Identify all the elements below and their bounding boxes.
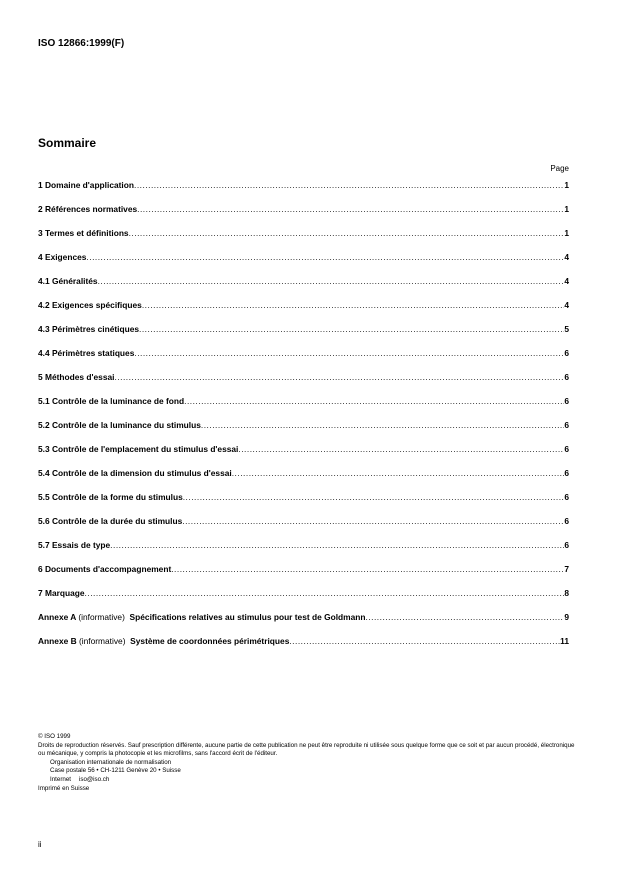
toc-dot-leader <box>201 420 564 430</box>
toc-entry-page: 7 <box>564 564 569 574</box>
copyright-line: © ISO 1999 <box>38 733 71 740</box>
annex-note: (informative) <box>78 636 126 646</box>
toc-dot-leader <box>183 492 565 502</box>
toc-dot-leader <box>366 612 565 622</box>
toc-entry-page: 6 <box>564 348 569 358</box>
toc-entry[interactable] <box>38 444 569 468</box>
toc-entry[interactable] <box>38 468 569 492</box>
toc-dot-leader <box>129 228 565 238</box>
toc-dot-leader <box>238 444 564 454</box>
toc-dot-leader <box>142 300 565 310</box>
internet-contact <box>38 776 578 785</box>
toc-dot-leader <box>85 588 565 598</box>
toc-dot-leader <box>114 372 564 382</box>
toc-title: Sommaire <box>38 136 97 150</box>
toc-entry-label: 5.6 Contrôle de la durée du stimulus <box>38 516 183 526</box>
toc-entry-annex-a[interactable] <box>38 612 569 636</box>
toc-entry-label: 1 Domaine d'application <box>38 180 134 190</box>
toc-entry-page: 5 <box>564 324 569 334</box>
toc-entry-label: 4.1 Généralités <box>38 276 98 286</box>
annex-title: Système de coordonnées périmétriques <box>130 636 290 646</box>
toc-entry[interactable] <box>38 396 569 420</box>
toc-entry[interactable] <box>38 276 569 300</box>
toc-entry[interactable] <box>38 228 569 252</box>
document-id: ISO 12866:1999(F) <box>38 38 125 49</box>
toc-entry-page: 4 <box>564 300 569 310</box>
toc-entry-page: 6 <box>564 372 569 382</box>
toc-dot-leader <box>86 252 564 262</box>
toc-entry-label: 4 Exigences <box>38 252 87 262</box>
annex-note: (informative) <box>78 612 125 622</box>
toc-dot-leader <box>134 180 564 190</box>
toc-entry-page: 6 <box>564 516 569 526</box>
toc-entry-label: 3 Termes et définitions <box>38 228 129 238</box>
toc-entry-page: 6 <box>564 420 569 430</box>
toc-entry[interactable] <box>38 348 569 372</box>
toc-dot-leader <box>139 324 564 334</box>
organization-name: Organisation internationale de normalisation <box>50 758 172 766</box>
toc-dot-leader <box>134 348 564 358</box>
toc-dot-leader <box>182 516 564 526</box>
toc-entry-page: 9 <box>564 612 569 622</box>
toc-entry[interactable] <box>38 324 569 348</box>
toc-entry-label: 5.1 Contrôle de la luminance de fond <box>38 396 185 406</box>
toc-entry-label: 4.2 Exigences spécifiques <box>38 300 142 310</box>
toc-entry-page: 6 <box>564 468 569 478</box>
toc-entry[interactable] <box>38 252 569 276</box>
toc-dot-leader <box>171 564 564 574</box>
toc-entry[interactable] <box>38 300 569 324</box>
toc-entry-label <box>38 636 289 646</box>
toc-dot-leader <box>98 276 565 286</box>
toc-entry-page: 6 <box>564 396 569 406</box>
toc-entry-page: 1 <box>564 180 569 190</box>
toc-entry[interactable] <box>38 372 569 396</box>
table-of-contents <box>38 180 569 660</box>
toc-dot-leader <box>110 540 564 550</box>
toc-entry[interactable] <box>38 588 569 612</box>
toc-dot-leader <box>232 468 565 478</box>
toc-entry[interactable] <box>38 564 569 588</box>
toc-entry-label: 7 Marquage <box>38 588 85 598</box>
copyright-notice <box>38 733 578 793</box>
toc-entry-annex-b[interactable] <box>38 636 569 660</box>
page-number: ii <box>38 840 42 849</box>
toc-page-header: Page <box>550 164 569 173</box>
internet-label: Internet <box>50 775 71 783</box>
toc-entry-label: 2 Références normatives <box>38 204 138 214</box>
annex-title: Spécifications relatives au stimulus pour test de Goldmann <box>129 612 366 622</box>
toc-entry[interactable] <box>38 204 569 228</box>
toc-entry-label: 4.4 Périmètres statiques <box>38 348 135 358</box>
toc-entry[interactable] <box>38 420 569 444</box>
toc-entry-label: 5.3 Contrôle de l'emplacement du stimulus d'essai <box>38 444 239 454</box>
toc-dot-leader <box>137 204 564 214</box>
toc-entry[interactable] <box>38 516 569 540</box>
organization-address: Case postale 56 • CH-1211 Genève 20 • Suisse <box>50 767 181 775</box>
toc-entry-label: 5.4 Contrôle de la dimension du stimulus d'essai <box>38 468 232 478</box>
annex-label: Annexe A <box>38 612 77 622</box>
toc-entry-page: 1 <box>564 204 569 214</box>
toc-dot-leader <box>289 636 560 646</box>
toc-entry-label: 6 Documents d'accompagnement <box>38 564 172 574</box>
toc-entry-page: 4 <box>564 252 569 262</box>
toc-entry-page: 6 <box>564 444 569 454</box>
toc-entry[interactable] <box>38 180 569 204</box>
toc-entry-label: 5.5 Contrôle de la forme du stimulus <box>38 492 183 502</box>
toc-entry-page: 11 <box>560 636 569 646</box>
toc-entry-page: 6 <box>564 540 569 550</box>
toc-entry-label: 5 Méthodes d'essai <box>38 372 115 382</box>
toc-entry[interactable] <box>38 540 569 564</box>
toc-entry-page: 1 <box>564 228 569 238</box>
annex-label: Annexe B <box>38 636 77 646</box>
toc-entry-label: 4.3 Périmètres cinétiques <box>38 324 140 334</box>
toc-entry-label: 5.2 Contrôle de la luminance du stimulus <box>38 420 201 430</box>
printed-in: Imprimé en Suisse <box>38 784 90 792</box>
toc-entry-label <box>38 612 366 622</box>
internet-email[interactable]: iso@iso.ch <box>78 775 110 783</box>
toc-entry[interactable] <box>38 492 569 516</box>
toc-entry-label: 5.7 Essais de type <box>38 540 111 550</box>
toc-dot-leader <box>184 396 564 406</box>
toc-entry-page: 4 <box>564 276 569 286</box>
toc-entry-page: 6 <box>564 492 569 502</box>
rights-statement: Droits de reproduction réservés. Sauf prescription différente, aucune partie de cette publication ne peut être reproduite ni utilisée sous quelque forme que ce soit et par aucun procédé, électronique ou mécanique, y compris la photocopie et les microfilms, sans l'accord écrit de l'éditeur. <box>38 741 575 758</box>
toc-entry-page: 8 <box>564 588 569 598</box>
